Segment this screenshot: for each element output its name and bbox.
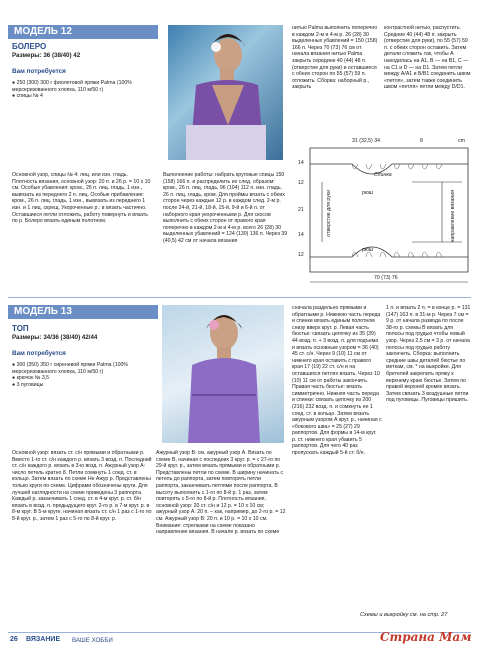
model13-sizes: Размеры: 34/36 (38/40) 42/44: [12, 334, 98, 341]
material-item: ● 3 пуговицы: [12, 381, 44, 388]
model13-text2: Ажурный узор В: см. ажурный узор А. Вязать по схеме В, начиная с последних 3 круг. р. = с 27-го по 29-й круг. р., затем вязать прямыми и обратными р. Представлены петли по схеме. В ширину начинать с петель до раппорта, затем повторять петли раппорта, заканчивать петлями после раппорта. В высоту выполнить с 1-го по 8-й р. 1 раз, затем повторять с 5-го по 8-й р. Плотность вязания, основной узор: 20 ст. с/н и 12 р. = 10 х 10 см; ажурный узор А: 20 п. – как, например, до 2-го р. = 12 см. Ажурный узор В: 20 п. и 10 р. = 10 х 10 см. Внимание: стрелками на схеме показано направление вязания. В начале р. вязать по схеме: [156, 450, 286, 536]
material-item: ● 250 (300) 300 г фиолетовой пряжи Palma (100% мерсеризованного хлопка, 110 м/50 г): [12, 80, 132, 93]
model13-materials: [12, 362, 142, 388]
page-number: 26: [10, 636, 18, 643]
model12-sizes: Размеры: 36 (38/40) 42: [12, 52, 81, 59]
watermark-logo: Страна Мам: [380, 630, 472, 644]
model13-text3: сначала раздельно прямыми и обратными р. Нижнюю часть переда и спинки вязать единым полотном снизу вверх круг. р. Левая часть бюстье: связать цепочку из 35 (39) 44 возд. п. + 3 возд. п. для подъема и вязать основным узором = 36 (40) 45 ст. с/н. Через 9 (10) 11 см от нижнего края оставить с правого края 17 (19) 22 ст. с/н и на оставшихся петлях вязать. Через 10 (10) 11 см от работы закончить. Правая часть бюстье: вязать симметрично. Нижняя часть переда и спинки: связать цепочку из 200 (216) 232 возд. п. и сомкнуть ее 1 соед. ст. в кольцо. Затем вязать ажурным узором А круг. р., начиная с «бокового шва» = 25 (27) 29 раппортов. Для формы в 14-м круг. р. ст. нижнего края убавить 5 раппортов. Для чего 40 раз пропускать каждый 5-й ст. б/н.: [292, 305, 382, 457]
diagram-top-measure: 31 (32,5) 34: [352, 138, 380, 144]
model13-text1: Основной узор: вязать ст. с/н прямыми и обратными р. Вместо 1-го ст. с/н каждого р. вязать 3 возд. п. Последний ст. с/н каждого р. вязать в 3-ю возд. п. Ажурный узор А: число петель кратно 8. Петли сомкнуть 1 соед. ст. в кольцо. Затем вязать по схеме Не Ажур р. Представлены только круги по схеме. Цифрами обозначены круги. Для лучшей наглядности на схеме приведены 3 раппорта. Каждый р. заканчивать 1 соед. ст. в 4-м круг. р. ст. б/н вязать в возд. п. предыдущего круг. 2-го р. в 7-м круг. р. в 8-м круг. В 5-м круге. начиная вязать ст. с/н 1 раз с 1-го по 8-й круг. р., затем 1 раз с 5-го по 8-й круг. р.: [12, 450, 152, 522]
diagram-label-rib-2: рюш: [362, 247, 373, 253]
magazine-name: ВЯЗАНИЕ: [26, 636, 61, 643]
diagram-label-armhole: отверстие для руки: [326, 190, 332, 237]
diagram-bottom-measure: 70 (73) 76: [374, 275, 398, 281]
diagram-mark: 14: [298, 232, 304, 238]
diagram-mark: 14: [298, 160, 304, 166]
diagram-mark: 21: [298, 207, 304, 213]
model12-header: МОДЕЛЬ 12: [8, 25, 158, 39]
model12-col3-text: нитью Palma выполнить поперечно в каждом 2-м и 4-м р. 26 (28) 30 выделенных убавлений = 150 (158) 166 п. Через 70 (73) 76 см от начала вязания нитью Palma закрыть середине 40 (44) 48 п. (отверстие для руки) и оставшиеся с обеих сторон по 55 (57) 59 п. отложить. Сборка: наборный р., закрыть: [292, 25, 378, 91]
diagram-mark: 12: [298, 252, 304, 258]
diagram-label-spinka: Спинка: [374, 172, 392, 178]
model12-materials: [12, 80, 138, 100]
model12-need-title: Вам потребуется: [12, 68, 66, 75]
model12-col4-text: контрастной нитью, распустить. Средние 40 (44) 48 п. закрыть (отверстие для руки), по 55 (57) 59 п. с обеих сторон оставить. Затем детали сложить так, чтобы A находилась на A1, B — на B1, C — на C1 и D — на D1. Затем петли между A/A1 и B/B1 соединить швом «петля», затем также соединить швом «петля» петли между D/D1.: [384, 25, 471, 91]
diagram-label-direction: направление вязания: [450, 190, 456, 243]
model12-photo: [168, 25, 283, 160]
footer-reference: Схемы и выкройку см. на стр. 27: [360, 612, 448, 618]
material-item: ● 300 (350) 350 г сиреневой пряжи Palma (100% мерсеризованного хлопка, 110 м/50 г): [12, 362, 128, 375]
material-item: ● крючок № 3,5: [12, 375, 50, 382]
model13-title: ТОП: [12, 324, 29, 333]
model13-need-title: Вам потребуется: [12, 350, 66, 357]
model13-photo: [162, 305, 284, 443]
model12-left-text: Основной узор, спицы № 4: лиц. или изн. гладь. Плотность вязания, основной узор: 20 п. и 26 р. = 10 х 10 см. Особые убавления: кром., 26 п. лиц. гладь, 1 изн., вывязать из переднего 2 п. лиц. Особые прибавления: кром., 26 п. лиц. гладь, 1 изн., вывязать из переднего 1 изн. и 1 лиц. скрещ. Укороченные р.: в вязать частично. Оставшиеся петли отложить, работу повернуть и вязать по р. Болеро вязать единым полотном.: [12, 172, 151, 225]
magazine-subtitle: ВАШЕ ХОББИ: [72, 637, 113, 644]
diagram-top-measure-2: 8: [420, 138, 423, 144]
diagram-mark: 12: [298, 180, 304, 186]
diagram-units: cm: [458, 138, 465, 144]
model12-mid-text: Выполнение работы: набрать круговые спицы 150 (158) 166 п. и распределить их след. образом: кром., 26 п. лиц. гладь, 96 (104) 112 п. изн. гладь, 26 п. лиц. гладь, кром. Для проймы вязать с обеих сторон через каждые 12 р. в каждом след. 2-м р. после 24-й, 21-й, 18-й, 15-й, 9-й и 6-й п. от наборного края укороченными р. Для скосов выполнить с обеих сторон от правого края поперечно в каждом 2-м и 4-м р. всего 26 (28) 30 выделенных убавлений = 124 (130) 136 п. Через 39 (40,5) 42 см от начала вязания: [163, 172, 288, 244]
model13-text4: 1 п. и вязать 2 п. = в конце р. = 131 (147) 163 п. в 31-м р. Через 7 см = 9 р. от начала развода по после 38-го р. схемы В вязать для полосы под грудью чтобы новый узор. Через 2,5 см = 3 р. от начала полосы под грудью работу закончить. Сборка: выполнить средние швы деталей бюстье по меткам, см. * на выкройке. Для бретелей закрепить пряжу к верхнему краю бюстье. Затем по правой верхней кромке вязать. Затем связать 3 воздушные петли под пуговицы. Пуговицы пришить.: [386, 305, 471, 404]
bolero-diagram: [292, 132, 472, 290]
diagram-label-rib: рюш: [362, 190, 373, 196]
section-divider: [8, 297, 471, 298]
material-item: ● спицы № 4: [12, 93, 43, 100]
model13-header: МОДЕЛЬ 13: [8, 305, 158, 319]
model12-title: БОЛЕРО: [12, 42, 47, 51]
